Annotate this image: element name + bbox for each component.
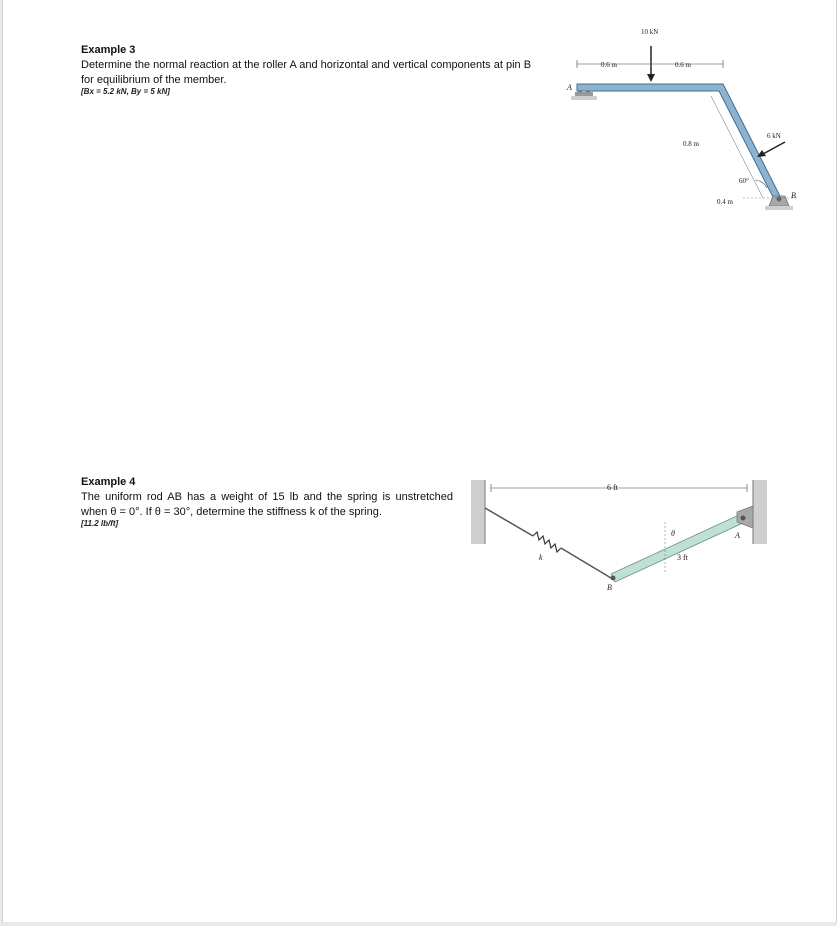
rod-length-label: 3 ft [677,553,688,562]
dim-diag-label: 0.8 m [683,140,699,148]
example-3 [81,44,541,96]
label-b: B [607,583,612,592]
example-3-figure [563,20,803,220]
dim-right-label: 0.6 m [675,61,691,69]
rod-ab [611,514,745,582]
load-arrow-6kn [763,142,785,154]
theta-label: θ [671,529,675,538]
example-3-text: Determine the normal reaction at the roller A and horizontal and vertical components at pin B for equilibrium of the member. [81,59,532,86]
dim-short-label: 0.4 m [717,198,733,206]
right-wall [753,480,767,544]
pin-b [611,576,616,581]
example-4-text: The uniform rod AB has a weight of 15 lb and the spring is unstretched when θ = 0°. If θ = 30°, determine the stiffness k of the spring. [81,491,453,518]
example-3-answer: [Bx = 5.2 kN, By = 5 kN] [81,87,170,96]
spring [533,532,561,552]
left-wall [471,480,485,544]
load-label-6kn: 6 kN [767,132,781,140]
example-4 [81,476,453,528]
example-3-title: Example 3 [81,44,136,56]
bent-member [577,84,781,201]
example-4-answer: [11.2 lb/ft] [81,519,119,528]
span-label: 6 ft [607,483,618,492]
dim-left-label: 0.6 m [601,61,617,69]
label-b: B [791,191,796,200]
label-a: A [567,83,572,92]
angle-label: 60° [739,177,749,185]
label-k: k [539,553,543,562]
example-4-title: Example 4 [81,476,136,488]
document-page [2,0,837,922]
spring-rod [561,548,611,578]
load-label-10kn: 10 kN [641,28,659,36]
example-4-figure [471,470,771,600]
label-a: A [735,531,740,540]
arrowhead-icon [647,74,655,82]
spring-rod [485,508,533,536]
